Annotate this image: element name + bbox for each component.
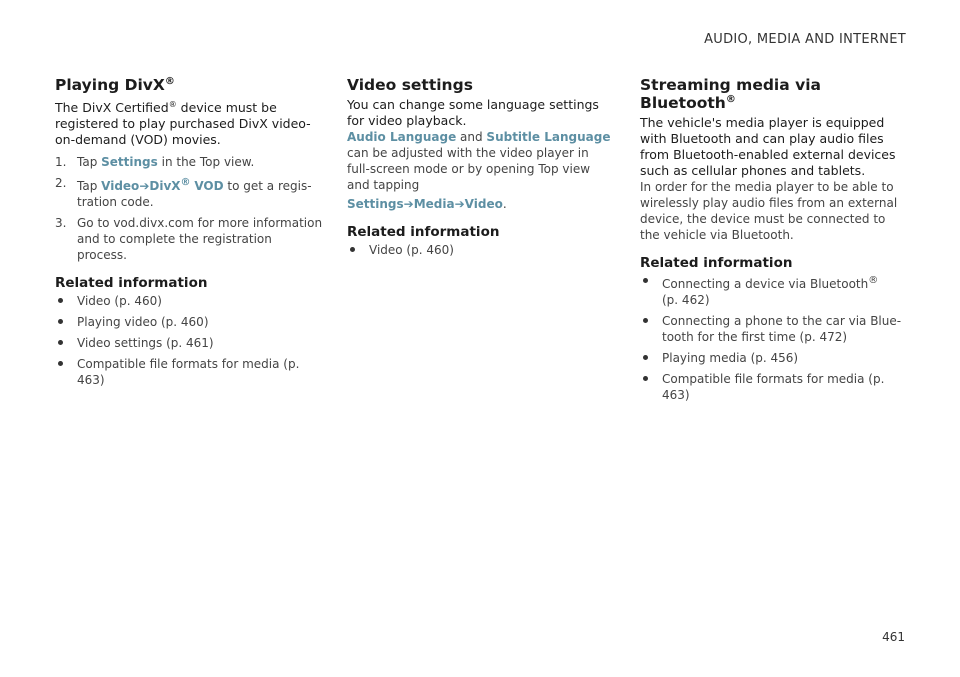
step-item: 3. Go to vod.divx.com for more information and to complete the registration process. xyxy=(55,216,323,263)
section-title: Streaming media via Bluetooth® xyxy=(640,76,821,113)
step-item: 1. Tap Settings in the Top view. xyxy=(55,155,255,170)
menu-path: Settings➔Media➔Video. xyxy=(347,197,507,211)
related-list xyxy=(55,293,325,388)
step-list xyxy=(55,154,325,263)
ui-vod-label: VOD xyxy=(194,179,224,194)
section-video-settings xyxy=(347,76,615,263)
page-number: 461 xyxy=(882,630,905,644)
section-streaming-bluetooth xyxy=(640,76,908,408)
related-link[interactable]: Video (p. 460) xyxy=(347,242,615,258)
related-heading: Related information xyxy=(55,275,208,292)
related-link[interactable]: Connecting a device via Bluetooth® (p. 462) xyxy=(640,273,908,308)
section-title: Video settings xyxy=(347,76,473,94)
related-list xyxy=(347,242,615,258)
body-paragraph: In order for the media player to be able to wirelessly play audio files from an external device, the device must be connected to the vehicle via Bluetooth. xyxy=(640,180,898,243)
related-link[interactable]: Playing video (p. 460) xyxy=(55,314,325,330)
ui-settings-label: Settings xyxy=(101,155,158,170)
body-paragraph: Audio Language and Subtitle Language can be adjusted with the video player in full-screen mode or by opening Top view and tapping xyxy=(347,130,611,192)
running-header: AUDIO, MEDIA AND INTERNET xyxy=(704,32,906,47)
lead-paragraph: You can change some language settings for video playback. xyxy=(347,97,599,128)
ui-video-label: Video xyxy=(101,179,140,194)
related-link[interactable]: Compatible file formats for media (p. 463) xyxy=(55,356,325,388)
lead-paragraph: The DivX Certified® device must be registered to play purchased DivX video-on-demand (VOD) movies. xyxy=(55,100,311,148)
related-list xyxy=(640,273,908,403)
section-playing-divx xyxy=(55,76,325,393)
arrow-right-icon: ➔ xyxy=(454,197,465,211)
related-link[interactable]: Compatible file formats for media (p. 463) xyxy=(640,371,908,403)
related-heading: Related information xyxy=(347,224,500,240)
lead-paragraph: The vehicle's media player is equipped with Bluetooth and can play audio files from Bluetooth-enabled external devices such as cellular phones and tablets. xyxy=(640,115,896,179)
ui-audio-language-label: Audio Language xyxy=(347,130,457,144)
related-link[interactable]: Video (p. 460) xyxy=(55,293,325,309)
step-item: 2. Tap Video➔DivX® VOD to get a regis-tration code. xyxy=(55,176,312,210)
ui-subtitle-language-label: Subtitle Language xyxy=(486,130,611,144)
ui-divx-label: DivX xyxy=(149,179,181,194)
arrow-right-icon: ➔ xyxy=(403,197,414,211)
related-link[interactable]: Playing media (p. 456) xyxy=(640,350,908,366)
section-title: Playing DivX® xyxy=(55,76,175,95)
related-link[interactable]: Video settings (p. 461) xyxy=(55,335,325,351)
related-link[interactable]: Connecting a phone to the car via Blue-tooth for the first time (p. 472) xyxy=(640,313,908,345)
related-heading: Related information xyxy=(640,255,793,272)
arrow-right-icon: ➔ xyxy=(139,179,150,194)
